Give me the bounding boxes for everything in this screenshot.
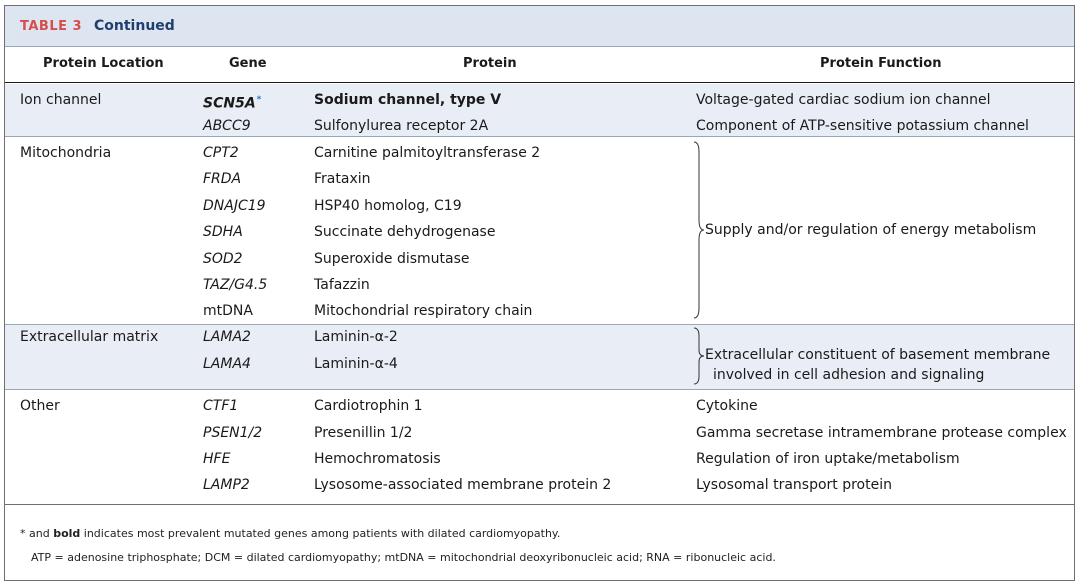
footnote-abbreviations: ATP = adenosine triphosphate; DCM = dilated cardiomyopathy; mtDNA = mitochondrial deoxyribonucleic acid; RNA = ribonucleic acid. bbox=[31, 551, 776, 564]
row-protein: Laminin-α-4 bbox=[314, 356, 398, 372]
table-frame bbox=[4, 5, 1075, 581]
header-protein-location: Protein Location bbox=[43, 56, 164, 71]
row-function: Component of ATP-sensitive potassium channel bbox=[696, 118, 1029, 134]
row-function: Voltage-gated cardiac sodium ion channel bbox=[696, 92, 991, 108]
row-gene: SCN5A* bbox=[203, 95, 262, 112]
footnote-legend-rest: indicates most prevalent mutated genes among patients with dilated cardiomyopathy. bbox=[80, 527, 561, 540]
matrix-function-line1: Extracellular constituent of basement membrane bbox=[705, 347, 1051, 363]
row-function: Regulation of iron uptake/metabolism bbox=[696, 451, 960, 467]
table-continued-label: Continued bbox=[94, 18, 175, 34]
group-separator bbox=[5, 389, 1074, 390]
row-gene: TAZ/G4.5 bbox=[203, 277, 268, 293]
footnote-star: * bbox=[20, 527, 26, 540]
row-gene: HFE bbox=[203, 451, 231, 467]
row-protein: Superoxide dismutase bbox=[314, 251, 470, 267]
mitochondria-function: Supply and/or regulation of energy metabolism bbox=[705, 222, 1037, 238]
row-protein: Succinate dehydrogenase bbox=[314, 224, 496, 240]
row-location: Ion channel bbox=[20, 92, 102, 108]
mitochondria-brace bbox=[693, 140, 705, 320]
row-protein: Presenillin 1/2 bbox=[314, 425, 413, 441]
row-protein: HSP40 homolog, C19 bbox=[314, 198, 462, 214]
group-separator bbox=[5, 324, 1074, 325]
row-protein: Carnitine palmitoyltransferase 2 bbox=[314, 145, 541, 161]
row-gene: LAMP2 bbox=[203, 477, 250, 493]
row-location: Extracellular matrix bbox=[20, 329, 159, 345]
row-function: Gamma secretase intramembrane protease complex bbox=[696, 425, 1067, 441]
footnote-bold-word: bold bbox=[53, 527, 81, 540]
row-protein: Tafazzin bbox=[314, 277, 370, 293]
row-gene: LAMA4 bbox=[203, 356, 251, 372]
row-protein: Sulfonylurea receptor 2A bbox=[314, 118, 489, 134]
row-gene: DNAJC19 bbox=[203, 198, 266, 214]
row-protein: Laminin-α-2 bbox=[314, 329, 398, 345]
footnote-and: and bbox=[25, 527, 54, 540]
row-protein: Lysosome-associated membrane protein 2 bbox=[314, 477, 612, 493]
row-gene: PSEN1/2 bbox=[203, 425, 263, 441]
row-location: Mitochondria bbox=[20, 145, 112, 161]
group-separator bbox=[5, 136, 1074, 137]
matrix-function-line2: involved in cell adhesion and signaling bbox=[713, 367, 985, 383]
table-header bbox=[5, 47, 1074, 83]
row-protein: Sodium channel, type V bbox=[314, 92, 502, 108]
footnote-legend bbox=[20, 527, 560, 540]
table-footer bbox=[5, 504, 1074, 564]
row-gene: LAMA2 bbox=[203, 329, 251, 345]
row-gene: SDHA bbox=[203, 224, 243, 240]
row-protein: Cardiotrophin 1 bbox=[314, 398, 423, 414]
row-function: Cytokine bbox=[696, 398, 758, 414]
row-gene: FRDA bbox=[203, 171, 242, 187]
row-gene: CTF1 bbox=[203, 398, 239, 414]
table-number: TABLE 3 bbox=[20, 19, 83, 34]
row-gene: CPT2 bbox=[203, 145, 239, 161]
header-protein-function: Protein Function bbox=[820, 56, 942, 71]
row-protein: Hemochromatosis bbox=[314, 451, 441, 467]
matrix-brace bbox=[693, 326, 705, 386]
row-protein: Mitochondrial respiratory chain bbox=[314, 303, 533, 319]
row-location: Other bbox=[20, 398, 60, 414]
row-gene: ABCC9 bbox=[203, 118, 251, 134]
row-gene: mtDNA bbox=[203, 303, 253, 319]
row-function: Lysosomal transport protein bbox=[696, 477, 892, 493]
asterisk-marker: * bbox=[256, 95, 262, 105]
table-title-bar bbox=[5, 6, 1074, 47]
header-gene: Gene bbox=[229, 56, 267, 71]
row-protein: Frataxin bbox=[314, 171, 371, 187]
row-gene: SOD2 bbox=[203, 251, 243, 267]
header-protein: Protein bbox=[463, 56, 517, 71]
